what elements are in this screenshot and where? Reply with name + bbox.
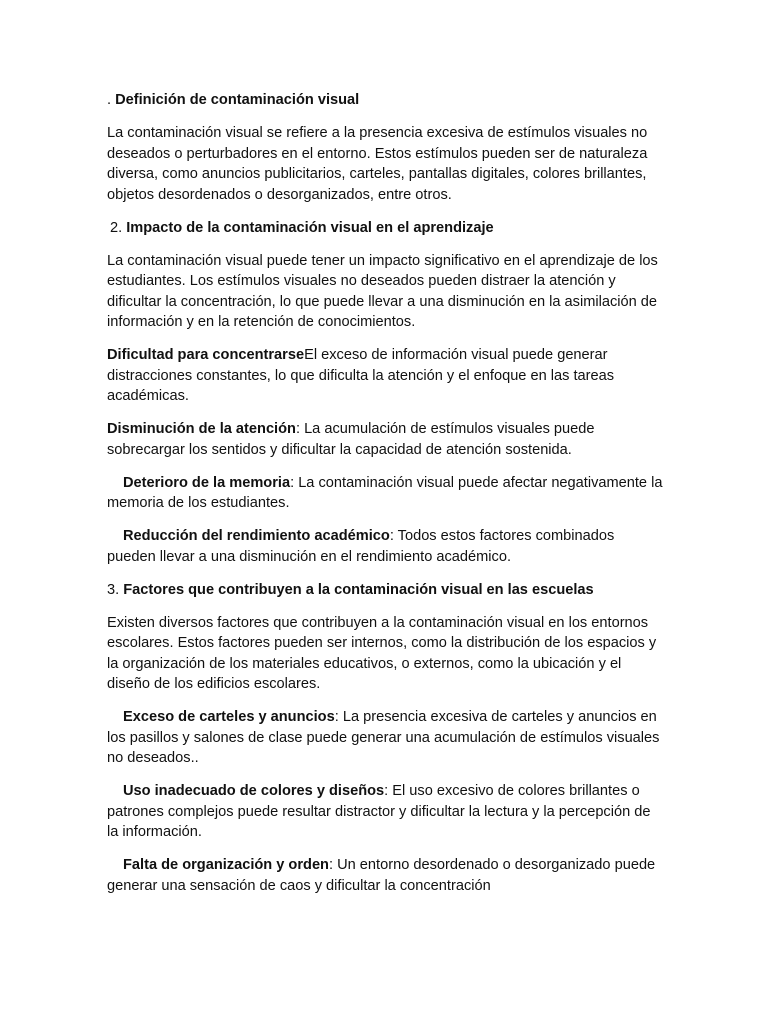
section-2-heading bbox=[107, 218, 665, 239]
section-3-item bbox=[107, 855, 665, 896]
item-term: Deterioro de la memoria bbox=[123, 474, 291, 491]
section-3-prefix: 3. bbox=[107, 581, 124, 598]
item-text: La acumulación de estímulos visuales puede sobrecargar los sentidos y dificultar la capacidad de atención sostenida. bbox=[107, 421, 595, 458]
document-page bbox=[107, 90, 665, 909]
item-text: Un entorno desordenado o desorganizado puede generar una sensación de caos y dificultar la concentración bbox=[107, 857, 656, 894]
section-2-body: La contaminación visual puede tener un impacto significativo en el aprendizaje de los estudiantes. Los estímulos visuales no deseados pueden distraer la atención y dificultar la concentración, lo que puede llevar a una disminución en la asimilación de información y en la retención de conocimientos. bbox=[107, 252, 658, 330]
item-term: Disminución de la atención bbox=[107, 421, 296, 437]
section-3-body: Existen diversos factores que contribuyen a la contaminación visual en los entornos escolares. Estos factores pueden ser internos, como la distribución de los espacios y la organización de los materiales educativos, o externos, como la ubicación y el diseño de los edificios escolares. bbox=[107, 614, 657, 692]
item-text: Todos estos factores combinados pueden llevar a una disminución en el rendimiento académico. bbox=[107, 528, 615, 565]
item-term: Exceso de carteles y anuncios bbox=[123, 709, 335, 725]
section-3-item bbox=[107, 707, 665, 769]
item-sep: : bbox=[384, 783, 389, 799]
item-sep: : bbox=[328, 857, 334, 873]
section-2-title: Impacto de la contaminación visual en el aprendizaje bbox=[126, 219, 494, 236]
item-text: El uso excesivo de colores brillantes o patrones complejos puede resultar distractor y dificultar la lectura y la percepción de la información. bbox=[107, 783, 651, 840]
item-sep: : bbox=[290, 474, 295, 491]
section-1-body: La contaminación visual se refiere a la presencia excesiva de estímulos visuales no deseados o perturbadores en el entorno. Estos estímulos pueden ser de naturaleza diversa, como anuncios publicitarios, carteles, pantallas digitales, colores brillantes, objetos desordenados o desorganizados, entre otros. bbox=[107, 125, 648, 203]
item-sep: : bbox=[295, 421, 301, 437]
section-1-heading bbox=[107, 90, 665, 111]
item-term: Uso inadecuado de colores y diseños bbox=[123, 783, 385, 799]
item-term: Reducción del rendimiento académico bbox=[123, 528, 390, 544]
section-2-item bbox=[107, 473, 665, 514]
section-3-item bbox=[107, 781, 665, 843]
section-1-prefix: . bbox=[107, 92, 116, 108]
item-term: Dificultad para concentrarse bbox=[107, 347, 305, 363]
section-3-heading bbox=[107, 580, 665, 601]
section-3-title: Factores que contribuyen a la contaminación visual en las escuelas bbox=[123, 581, 594, 598]
item-sep: : bbox=[334, 709, 339, 725]
section-2-prefix: 2. bbox=[110, 219, 127, 236]
section-1-title: Definición de contaminación visual bbox=[115, 92, 360, 108]
section-2-item bbox=[107, 345, 665, 407]
item-text: La contaminación visual puede afectar negativamente la memoria de los estudiantes. bbox=[107, 474, 663, 511]
section-2-item bbox=[107, 526, 665, 567]
item-term: Falta de organización y orden bbox=[123, 857, 329, 873]
section-2-item bbox=[107, 419, 665, 460]
item-text: El exceso de información visual puede generar distracciones constantes, lo que dificulta la atención y el enfoque en las tareas académicas. bbox=[107, 347, 615, 404]
item-sep: : bbox=[389, 528, 394, 544]
item-text: La presencia excesiva de carteles y anuncios en los pasillos y salones de clase puede generar una acumulación de estímulos visuales no deseados.. bbox=[107, 709, 660, 766]
